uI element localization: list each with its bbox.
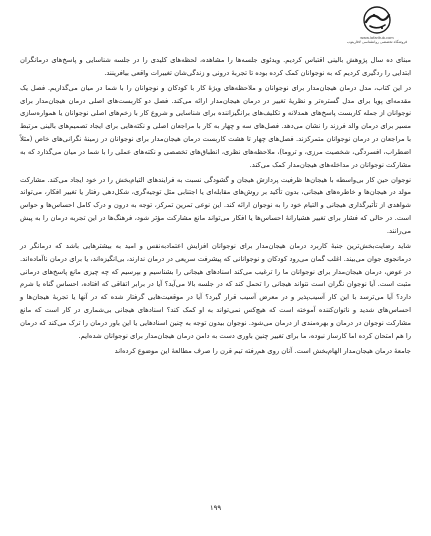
- paragraph-2: در این کتاب، مدل درمان هیجان‌مدار برای نوجوانان و ملاحظه‌های ویژهٔ کار با کودکان و نوجوانان را با شما در میان می‌گذاریم. فصل یک مقدمه‌ای پویا برای مدل گستره‌تر و نظریهٔ تغییر در درمان هیجان‌مدار ارائه می‌کند. فصل دو کاربست‌های اصلی درمان هیجان‌مدار برای نوجوانان از جمله کاربست پاسخ‌های همدلانه و تکلیف‌های برانگیزاننده برای شناسایی و شروع کار با زخم‌های اصلی نوجوانان یا همواره‌سازی مسیر برای درمان والد فرزند را نشان می‌دهد. فصل‌های سه و چهار به کار با مراجعان اصلی و نکته‌هایی برای ایجاد تصمیم‌های بالینی مرتبط با مراجعان در درمان نوجوانان متمرکزند. فصل‌های چهار تا هشت کاربست درمان هیجان‌مدار برای نوجوانان در زمینهٔ نگرانی‌های خاص (مثلاً اضطراب، افسردگی، شخصیت مرزی، و تروما)، ملاحظه‌های نظری، انطباق‌های تخصصی و نکته‌های عملی را با شما در میان می‌گذارد که به مشارکت نوجوانان در مداخله‌های هیجان‌مدار کمک می‌کند.: [20, 83, 411, 169]
- page-body: [20, 54, 411, 359]
- publisher-logo: [337, 6, 417, 58]
- paragraph-3: نوجوان حین کار بی‌واسطه با هیجان‌ها ظرفیت پردازش هیجان و گشودگی نسبت به فرایندهای التیام‌بخش را در خود ایجاد می‌کند. مشارکت مولد در هیجان‌ها و خاطره‌های هیجانی، بدون تأکید بر روش‌های مقابله‌ای یا اجتنابی مثل توجیه‌گری، شکل‌دهی رفتار یا تغییر افکار، می‌تواند شواهدی از تأثیرگذاری هیجانی و التیام خود را به نوجوان ارائه کند. این نوعی تمرین تمرکز، توجه به درون و درک کامل احساس‌ها و حواس است. در حالی که فشار برای تغییر هشیارانهٔ احساس‌ها یا افکار می‌تواند مانع مشارکت مؤثر شود، فرهنگ‌ها در این تجربه درمان را به پیش می‌رانند.: [20, 175, 411, 235]
- page-number: ۱۹۹: [209, 504, 222, 512]
- calligraphy-logo-icon: [352, 6, 402, 36]
- logo-caption: فروشگاه تخصصی روانشناسی لافاریتوب: [346, 40, 408, 45]
- logo-url: www.lafaritub.com: [360, 36, 394, 40]
- paragraph-4: شاید رضایت‌بخش‌ترین جنبهٔ کاربرد درمان هیجان‌مدار برای نوجوانان افزایش اعتمادبه‌نفس و امید به بیشترهایی باشد که درمانگر در درمانجوی جوان می‌بیند. اغلب گمان می‌رود کودکان و نوجوانانی که پیشرفت سریعی در درمان ندارند، بی‌انگیزه‌اند، یا برای درمان ناآماده‌اند. در عوض، درمان هیجان‌مدار برای نوجوانان ما را ترغیب می‌کند اسنادهای هیجانی را بشناسیم و بپرسیم که چه چیزی مانع پاسخ‌های درمانی مثبت است. آیا نوجوان نگران است نتواند هیجانی را تحمل کند که در جلسه بالا می‌آید؟ آیا در برابر اتفاقی که افتاده، احساس گناه یا شرم دارد؟ آیا می‌ترسد با این کار آسیب‌پذیر و در معرض آسیب قرار گیرد؟ آیا در موقعیت‌هایی گرفتار شده که در آنها یا تجربهٔ هیجان‌ها و احساس‌های شدید و ناتوان‌کننده آموخته است که هیچ‌کس نمی‌تواند به او کمک کند؟ اسنادهای هیجانی بی‌شماری در کار است که مانع مشارکت نوجوان در درمان و بهره‌مندی از درمان می‌شود. نوجوان بیدون توجه به چنین اسنادهایی یا این باور درمان را ترک می‌کند که درمان را هم امتحان کرده اما کارساز نبوده، ما برای تغییر چنین باوری دست به دامن درمان هیجان‌مدار برای نوجوانان شده‌ایم.: [20, 241, 411, 340]
- paragraph-5: جامعهٔ درمان هیجان‌مدار الهام‌بخش است. آنان روی هم‌رفته تیم قرن را صرف مطالعهٔ این موضوع کرده‌اند: [114, 346, 411, 355]
- paragraph-1: مبنای ده سال پژوهش بالینی اقتباس کردیم. ویدئوی جلسه‌ها را مشاهده، لحظه‌های کلیدی را در جلسه شناسایی و پاسخ‌های درمانگران ابتدایی را ردگیری کردیم که به نوجوانان کمک کرده بوده تا تجربهٔ درونی و زندگی‌شان تغییرات واقعی بیافرینند.: [20, 56, 411, 77]
